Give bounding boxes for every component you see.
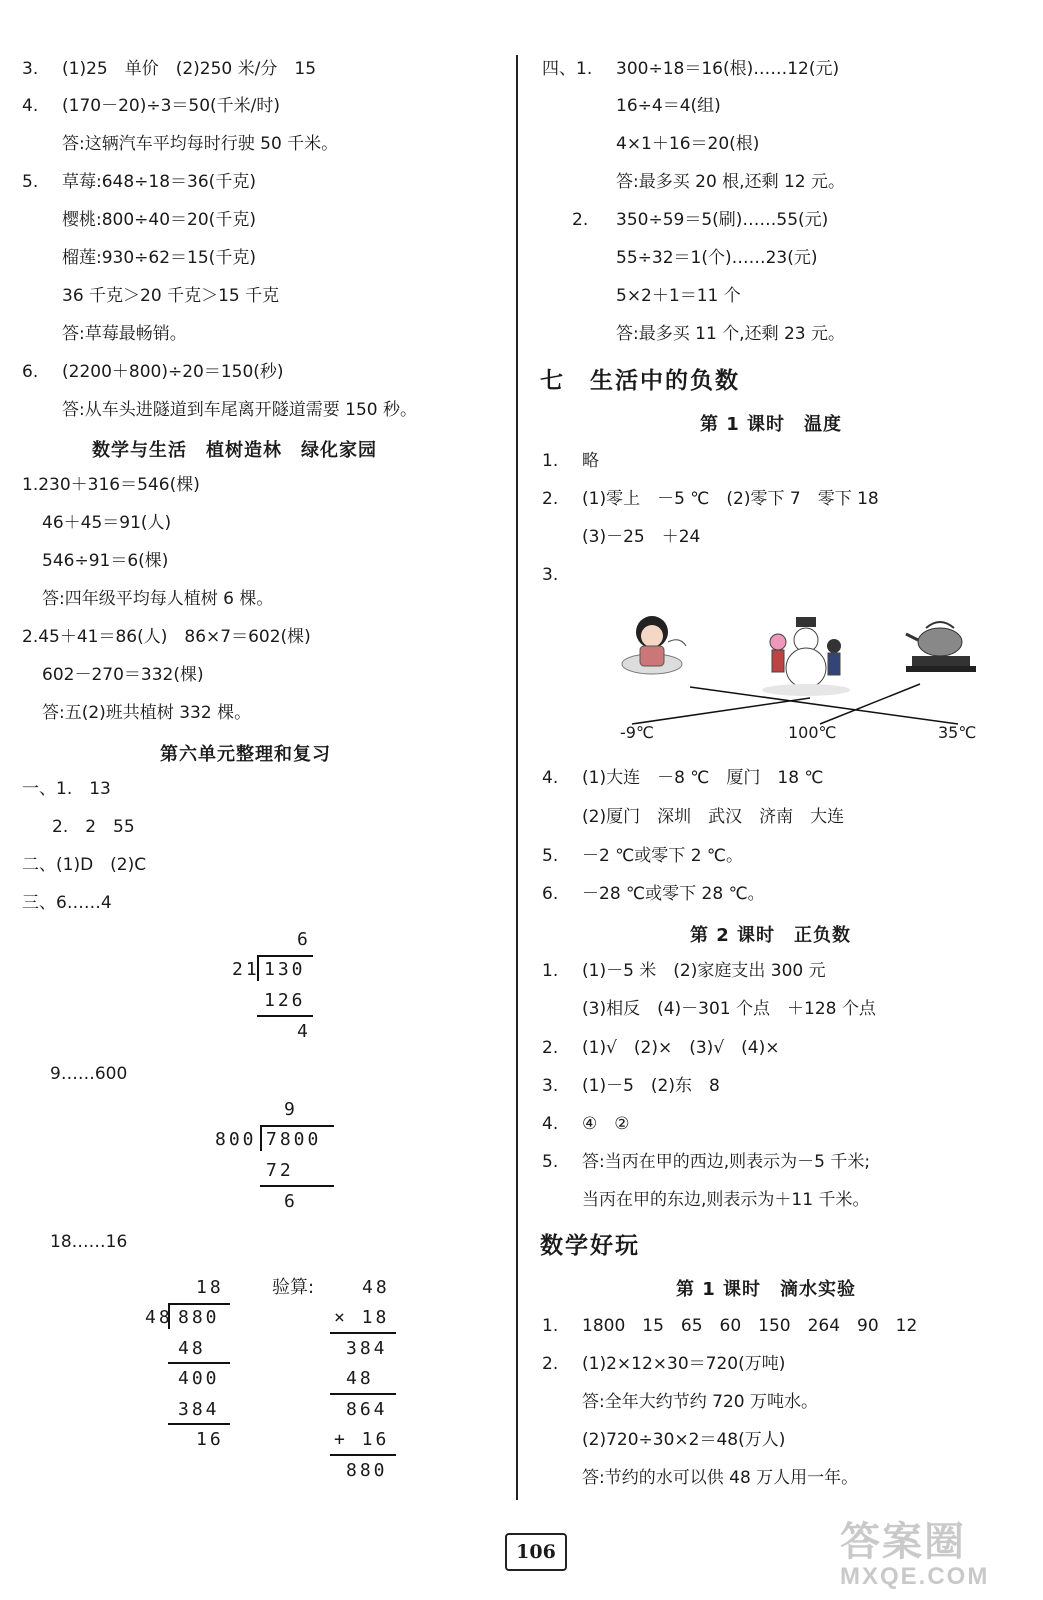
- answer-line: 2. (1)零上 －5 ℃ (2)零下 7 零下 18: [542, 489, 879, 509]
- answer-line: 3. (1)－5 (2)东 8: [542, 1076, 720, 1096]
- lesson-title: 第 2 课时 正负数: [690, 925, 852, 946]
- answer-line: 4. ④ ②: [542, 1114, 630, 1134]
- watermark: 答案圈 MXQE.COM: [840, 1520, 990, 1590]
- answer-line: 5. 答:当丙在甲的西边,则表示为－5 千米;: [542, 1152, 871, 1172]
- lesson-title: 第 1 课时 滴水实验: [676, 1279, 857, 1300]
- answer-line: 5. －2 ℃或零下 2 ℃。: [542, 846, 744, 866]
- answer-line: 答:最多买 11 个,还剩 23 元。: [616, 324, 846, 344]
- partial-product: 126: [264, 990, 306, 1011]
- answer-line: 答:全年大约节约 720 万吨水。: [582, 1392, 818, 1412]
- section-title: 第六单元整理和复习: [160, 744, 331, 765]
- match-line: [632, 698, 810, 724]
- answer-line: 答:最多买 20 根,还剩 12 元。: [616, 172, 846, 192]
- remainder: 4: [297, 1021, 311, 1042]
- section-title: 数学与生活 植树造林 绿化家园: [92, 440, 377, 461]
- answer-line: 602－270＝332(棵): [42, 665, 204, 685]
- answer-line: 546÷91＝6(棵): [42, 551, 169, 571]
- addend: + 16: [334, 1429, 390, 1450]
- partial-remainder: 400: [178, 1368, 220, 1389]
- column-divider: [516, 55, 518, 1500]
- answer-line: 2. 2 55: [52, 817, 135, 837]
- answer-line: 一、1. 13: [22, 779, 111, 799]
- answer-line: (2)厦门 深圳 武汉 济南 大连: [582, 807, 845, 827]
- partial-product: 48: [178, 1338, 206, 1359]
- quotient: 9: [284, 1099, 298, 1120]
- answer-line: 6. －28 ℃或零下 28 ℃。: [542, 884, 765, 904]
- girl-summer-picture: [622, 616, 686, 674]
- answer-line: 9……600: [50, 1064, 128, 1084]
- remainder: 6: [284, 1191, 298, 1212]
- answer-line: 46＋45＝91(人): [42, 513, 172, 533]
- verification-label: 验算:: [272, 1277, 315, 1298]
- remainder: 16: [196, 1429, 224, 1450]
- snowman-picture: [762, 617, 850, 696]
- dividend: 880: [178, 1307, 220, 1328]
- kettle-picture: [906, 622, 976, 672]
- divisor: 21: [232, 959, 260, 980]
- answer-line: (2)720÷30×2＝48(万人): [582, 1430, 786, 1450]
- answer-line: 三、6……4: [22, 893, 112, 913]
- quotient: 18: [196, 1277, 224, 1298]
- answer-line: 2. 350÷59＝5(刷)……55(元): [572, 210, 829, 230]
- answer-line: 答:节约的水可以供 48 万人用一年。: [582, 1468, 859, 1488]
- chapter-title: 七 生活中的负数: [540, 368, 740, 394]
- answer-line: 6. (2200＋800)÷20＝150(秒): [22, 362, 284, 382]
- dividend: 130: [264, 959, 306, 980]
- answer-line: 答:这辆汽车平均每时行驶 50 千米。: [62, 134, 339, 154]
- temperature-label: 35℃: [938, 723, 977, 742]
- total: 880: [346, 1460, 388, 1481]
- answer-line: 答:四年级平均每人植树 6 棵。: [42, 589, 274, 609]
- answer-line: 四、1. 300÷18＝16(根)……12(元): [542, 59, 840, 79]
- answer-line: 4. (170－20)÷3＝50(千米/时): [22, 96, 281, 116]
- factor: 48: [362, 1277, 390, 1298]
- answer-line: 5×2＋1＝11 个: [616, 286, 741, 306]
- divisor: 48: [145, 1307, 173, 1328]
- product: 864: [346, 1399, 388, 1420]
- lesson-title: 第 1 课时 温度: [700, 414, 843, 435]
- answer-line: 55÷32＝1(个)……23(元): [616, 248, 818, 268]
- answer-line: 3.: [542, 565, 559, 585]
- answer-line: (3)相反 (4)－301 个点 ＋128 个点: [582, 999, 876, 1019]
- answer-line: 4×1＋16＝20(根): [616, 134, 760, 154]
- answer-line: 答:从车头进隧道到车尾离开隧道需要 150 秒。: [62, 400, 417, 420]
- page-number: 106: [505, 1533, 567, 1571]
- answer-line: 2. (1)√ (2)× (3)√ (4)×: [542, 1038, 780, 1058]
- answer-line: 16÷4＝4(组): [616, 96, 721, 116]
- dividend: 7800: [266, 1129, 322, 1150]
- answer-line: 5. 草莓:648÷18＝36(千克): [22, 172, 256, 192]
- temperature-label: -9℃: [620, 723, 654, 742]
- partial-product: 384: [346, 1338, 388, 1359]
- answer-line: 3. (1)25 单价 (2)250 米/分 15: [22, 59, 317, 79]
- chapter-title: 数学好玩: [540, 1233, 640, 1259]
- answer-line: 36 千克＞20 千克＞15 千克: [62, 286, 280, 306]
- answer-line: 樱桃:800÷40＝20(千克): [62, 210, 256, 230]
- answer-line: 18……16: [50, 1232, 128, 1252]
- answer-line: 1. (1)－5 米 (2)家庭支出 300 元: [542, 961, 826, 981]
- answer-line: 二、(1)D (2)C: [22, 855, 147, 875]
- answer-line: 1.230＋316＝546(棵): [22, 475, 200, 495]
- partial-product: 48: [346, 1368, 374, 1389]
- answer-line: 榴莲:930÷62＝15(千克): [62, 248, 256, 268]
- factor: × 18: [334, 1307, 390, 1328]
- answer-line: 答:五(2)班共植树 332 棵。: [42, 703, 252, 723]
- answer-line: 4. (1)大连 －8 ℃ 厦门 18 ℃: [542, 768, 824, 788]
- divisor: 800: [215, 1129, 257, 1150]
- answer-line: 2.45＋41＝86(人) 86×7＝602(棵): [22, 627, 311, 647]
- temperature-label: 100℃: [788, 723, 837, 742]
- quotient: 6: [297, 929, 311, 950]
- partial-product: 72: [266, 1160, 294, 1181]
- answer-line: 答:草莓最畅销。: [62, 324, 187, 344]
- answer-line: 当丙在甲的东边,则表示为＋11 千米。: [582, 1190, 870, 1210]
- answer-line: 1. 略: [542, 451, 599, 471]
- answer-line: 1. 1800 15 65 60 150 264 90 12: [542, 1316, 918, 1336]
- answer-line: (3)－25 ＋24: [582, 527, 701, 547]
- partial-product: 384: [178, 1399, 220, 1420]
- answer-line: 2. (1)2×12×30＝720(万吨): [542, 1354, 786, 1374]
